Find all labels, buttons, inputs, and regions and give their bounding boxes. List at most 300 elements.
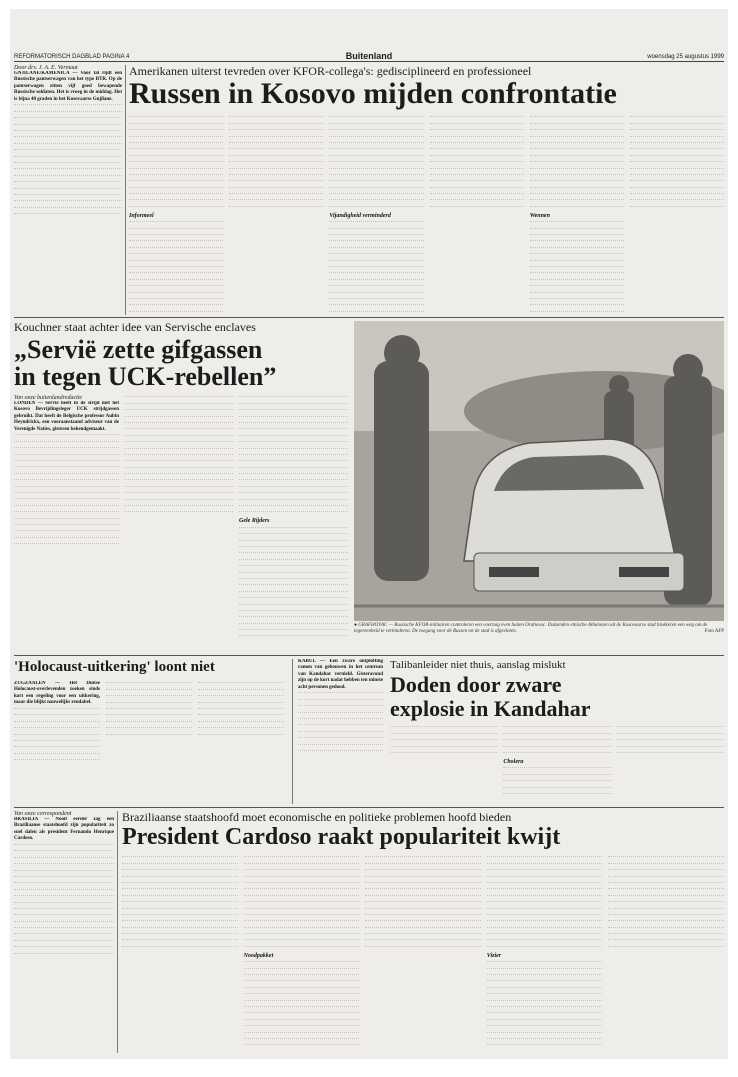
body-text-line xyxy=(106,689,192,694)
body-text-line xyxy=(487,933,603,938)
body-text-line xyxy=(14,136,122,141)
body-text-line xyxy=(329,129,423,134)
body-text-line xyxy=(244,1006,360,1011)
body-text-line xyxy=(630,129,724,134)
body-text-line xyxy=(329,116,423,121)
body-text-line xyxy=(487,974,603,979)
masthead-left: REFORMATORISCH DAGBLAD PAGINA 4 xyxy=(14,54,129,60)
article-dateline: KABUL xyxy=(298,659,316,664)
body-text-line xyxy=(630,161,724,166)
body-text-line xyxy=(487,882,603,887)
body-text-line xyxy=(129,148,223,153)
body-text-line xyxy=(329,260,423,265)
body-text-line xyxy=(430,123,524,128)
subhead: Vijandigheid verminderd xyxy=(329,213,423,219)
body-text-line xyxy=(14,870,114,875)
body-text-line xyxy=(430,148,524,153)
body-text-line xyxy=(129,260,223,265)
body-text-line xyxy=(229,174,323,179)
body-text-line xyxy=(430,180,524,185)
body-text-line xyxy=(390,733,497,738)
body-text-line xyxy=(430,161,524,166)
body-text-line xyxy=(530,260,624,265)
body-text-line xyxy=(14,721,100,726)
body-text-line xyxy=(14,753,100,758)
body-text-line xyxy=(487,968,603,973)
body-text-line xyxy=(365,856,481,861)
body-text-line xyxy=(630,187,724,192)
body-text-line xyxy=(129,123,223,128)
body-column xyxy=(530,115,624,313)
body-text-line xyxy=(365,946,481,951)
body-text-line xyxy=(122,939,238,944)
body-text-line xyxy=(329,253,423,258)
body-text-line xyxy=(239,623,348,628)
body-text-line xyxy=(14,876,114,881)
body-text-line xyxy=(129,221,223,226)
body-text-line xyxy=(365,888,481,893)
body-text-line xyxy=(530,234,624,239)
body-text-line xyxy=(329,180,423,185)
body-column xyxy=(229,115,323,313)
body-column xyxy=(430,115,524,313)
body-text-line xyxy=(530,292,624,297)
article-lead: Voor tal rijdt een Russische pantserwagen van het type BTR. Op de pantserwagen zitten vijf goed bewapende Russische soldaten. Het is vroeg in de middag. Het is bijna 40 graden in het Kosovaarse Gnjilane. xyxy=(14,71,122,102)
article-lead: Het Duitse Holocaust-overlevenden zoeken sinds kort een regeling voor een uitkering, maar die blijkt nauwelijks rendabel. xyxy=(14,681,100,705)
body-text-line xyxy=(244,920,360,925)
body-column xyxy=(630,115,724,313)
body-text-line xyxy=(365,908,481,913)
article-intro-column xyxy=(14,395,119,641)
body-text-line xyxy=(244,1032,360,1037)
body-text-line xyxy=(329,142,423,147)
body-text-line xyxy=(244,1044,360,1049)
body-text-line xyxy=(239,416,348,421)
body-text-line xyxy=(14,454,119,459)
body-text-line xyxy=(106,708,192,713)
body-text-line xyxy=(365,927,481,932)
body-text-line xyxy=(487,1025,603,1030)
body-text-line xyxy=(14,486,119,491)
article-headline xyxy=(14,336,344,390)
body-text-line xyxy=(129,136,223,141)
body-text-line xyxy=(530,279,624,284)
body-text-line xyxy=(244,895,360,900)
body-text-line xyxy=(530,285,624,290)
body-text-line xyxy=(14,498,119,503)
body-text-line xyxy=(487,876,603,881)
body-text-line xyxy=(106,682,192,687)
body-text-line xyxy=(14,734,100,739)
body-text-line xyxy=(106,721,192,726)
body-text-line xyxy=(329,311,423,313)
section-divider xyxy=(14,655,724,656)
body-text-line xyxy=(124,403,233,408)
article-lead: Servië heeft in de strijd met het Kosovo Bevrijdingsleger UCK strijdgassen gebruikt. Dat heeft de Belgische professor Aubin Heyndrickx, een vooraanstaand adviseur van de Verenigde Naties, gisteren bekendgemaakt. xyxy=(14,401,119,432)
body-text-line xyxy=(229,180,323,185)
body-text-line xyxy=(239,467,348,472)
body-text-line xyxy=(14,537,119,542)
body-text-line xyxy=(229,142,323,147)
body-text-line xyxy=(298,750,383,755)
body-text-line xyxy=(239,396,348,401)
body-text-line xyxy=(244,939,360,944)
body-text-line xyxy=(329,148,423,153)
body-text-line xyxy=(430,206,524,211)
body-text-line xyxy=(608,888,724,893)
body-text-line xyxy=(239,527,348,532)
body-text-line xyxy=(14,902,114,907)
body-text-line xyxy=(329,161,423,166)
body-text-line xyxy=(129,279,223,284)
body-text-line xyxy=(239,533,348,538)
body-text-line xyxy=(530,136,624,141)
body-column xyxy=(329,115,423,313)
body-text-line xyxy=(430,155,524,160)
body-text-line xyxy=(14,124,122,129)
body-text-line xyxy=(365,933,481,938)
article-lead: Een zware ontploffing ramen van gebouwen in het centrum van Kandahar vernield. Gisteravond zijn op de kort nadat hebben ten minste acht personen gedood. xyxy=(298,659,383,690)
body-text-line xyxy=(503,774,610,779)
body-text-line xyxy=(608,895,724,900)
body-text-line xyxy=(14,181,122,186)
body-text-line xyxy=(14,162,122,167)
body-text-line xyxy=(239,604,348,609)
caption-text: GRAFHOVAC — Russische KFOR-militairen controleren een voertuig even buiten Orahovac. Duizenden etnische Albanezen uit de Kosovaarse stad blokkeren een weg om de legereenheid te verhinderen. De toegang voor de Russen tot de stad is afgesloten. xyxy=(354,623,707,634)
body-text-line xyxy=(430,136,524,141)
body-text-line xyxy=(122,869,238,874)
body-text-line xyxy=(239,578,348,583)
body-text-line xyxy=(365,876,481,881)
body-text-line xyxy=(239,552,348,557)
headline-line: Doden door zware xyxy=(390,673,724,697)
body-text-line xyxy=(14,759,100,764)
article-body-columns xyxy=(390,725,724,801)
body-text-line xyxy=(129,285,223,290)
body-text-line xyxy=(487,863,603,868)
body-text-line xyxy=(239,629,348,634)
body-text-line xyxy=(124,467,233,472)
article-kicker: Braziliaanse staatshoofd moet economische en politieke problemen hoofd bieden xyxy=(122,811,724,824)
body-text-line xyxy=(129,206,223,211)
article-body-columns xyxy=(129,115,724,313)
body-text-line xyxy=(124,435,233,440)
body-text-line xyxy=(630,168,724,173)
body-text-line xyxy=(129,311,223,313)
body-text-line xyxy=(617,726,724,731)
body-text-line xyxy=(608,939,724,944)
body-text-line xyxy=(14,130,122,135)
body-text-line xyxy=(487,987,603,992)
body-text-line xyxy=(298,699,383,704)
body-text-line xyxy=(608,908,724,913)
article-byline: Van onze correspondent xyxy=(14,811,114,817)
body-text-line xyxy=(239,448,348,453)
article-intro-column xyxy=(298,659,383,799)
body-text-line xyxy=(14,111,122,116)
body-text-line xyxy=(14,727,100,732)
body-text-line xyxy=(608,869,724,874)
body-text-line xyxy=(329,155,423,160)
body-text-line xyxy=(239,492,348,497)
body-text-line xyxy=(244,961,360,966)
body-column xyxy=(239,395,348,641)
body-text-line xyxy=(365,939,481,944)
body-text-line xyxy=(430,142,524,147)
body-text-line xyxy=(244,987,360,992)
body-text-line xyxy=(129,298,223,303)
body-text-line xyxy=(530,247,624,252)
body-text-block xyxy=(14,104,122,218)
body-text-line xyxy=(239,441,348,446)
article-gifgassen xyxy=(14,321,724,651)
body-text-line xyxy=(430,193,524,198)
body-text-line xyxy=(390,752,497,757)
body-text-line xyxy=(122,876,238,881)
body-text-line xyxy=(129,180,223,185)
body-text-line xyxy=(14,844,114,849)
body-text-line xyxy=(14,895,114,900)
body-text-line xyxy=(487,856,603,861)
body-column xyxy=(617,725,724,801)
body-text-line xyxy=(198,708,284,713)
body-text-line xyxy=(365,869,481,874)
body-text-line xyxy=(124,441,233,446)
body-text-line xyxy=(129,142,223,147)
body-text-line xyxy=(530,304,624,309)
section-divider xyxy=(14,317,724,318)
body-text-line xyxy=(329,272,423,277)
body-text-line xyxy=(124,460,233,465)
body-text-line xyxy=(124,448,233,453)
body-text-line xyxy=(530,311,624,313)
column-rule xyxy=(292,659,293,804)
body-text-line xyxy=(487,869,603,874)
body-text-line xyxy=(503,787,610,792)
body-text-line xyxy=(530,161,624,166)
body-column xyxy=(106,681,192,799)
photo-illustration xyxy=(354,321,724,621)
body-text-line xyxy=(239,454,348,459)
body-text-line xyxy=(124,505,233,510)
body-text-line xyxy=(329,240,423,245)
body-text-line xyxy=(129,193,223,198)
body-text-line xyxy=(244,1012,360,1017)
body-text-line xyxy=(365,901,481,906)
body-text-line xyxy=(329,228,423,233)
body-text-line xyxy=(14,175,122,180)
subhead: Wennen xyxy=(530,213,624,219)
body-text-line xyxy=(239,572,348,577)
body-text-line xyxy=(129,253,223,258)
body-text-line xyxy=(244,869,360,874)
body-text-line xyxy=(487,920,603,925)
body-text-line xyxy=(129,240,223,245)
body-text-line xyxy=(129,272,223,277)
body-text-line xyxy=(122,908,238,913)
body-text-line xyxy=(239,473,348,478)
body-text-line xyxy=(630,142,724,147)
body-text-line xyxy=(530,221,624,226)
body-text-line xyxy=(244,1038,360,1043)
body-text-line xyxy=(530,199,624,204)
body-text-line xyxy=(329,304,423,309)
article-byline: Door drs. J. A. E. Vermaat xyxy=(14,65,122,71)
article-headline xyxy=(390,673,724,721)
body-column xyxy=(129,115,223,313)
body-text-line xyxy=(487,946,603,951)
body-text-line xyxy=(244,974,360,979)
body-text-line xyxy=(503,780,610,785)
body-text-line xyxy=(239,486,348,491)
body-text-line xyxy=(124,511,233,516)
body-text-line xyxy=(14,921,114,926)
article-intro-column xyxy=(14,65,122,315)
body-text-line xyxy=(329,285,423,290)
article-dateline: GNJILANE/KAMENICA xyxy=(14,71,70,76)
body-text-line xyxy=(239,584,348,589)
body-text-line xyxy=(530,228,624,233)
body-text-line xyxy=(630,155,724,160)
body-text-line xyxy=(329,292,423,297)
body-text-line xyxy=(239,435,348,440)
body-text-line xyxy=(329,168,423,173)
body-column xyxy=(198,681,284,799)
article-body-columns xyxy=(124,395,348,641)
body-text-line xyxy=(329,187,423,192)
body-column xyxy=(122,855,238,1051)
body-text-line xyxy=(608,882,724,887)
body-text-line xyxy=(14,940,114,945)
body-text-line xyxy=(503,793,610,798)
body-text-line xyxy=(487,961,603,966)
body-text-line xyxy=(329,221,423,226)
subhead: Gele Rijders xyxy=(239,518,348,524)
body-text-line xyxy=(244,946,360,951)
body-text-line xyxy=(14,850,114,855)
masthead-date: woensdag 25 augustus 1999 xyxy=(647,54,724,60)
body-text-line xyxy=(239,403,348,408)
subhead: Noodpakket xyxy=(244,953,360,959)
body-text-line xyxy=(630,174,724,179)
body-text-line xyxy=(14,117,122,122)
body-text-line xyxy=(430,129,524,134)
body-text-line xyxy=(630,180,724,185)
body-text-line xyxy=(329,123,423,128)
intro-text: GNJILANE/KAMENICA — Voor tal rijdt een Russische pantserwagen van het type BTR. Op de pantserwagen zitten vijf goed bewapende Russische soldaten. Het is vroeg in de middag. Het is bijna 40 graden in het Kosovaarse Gnjilane. xyxy=(14,71,122,311)
article-lead: Nooit eerder zag een Braziliaanse staatshoofd zijn populariteit zo snel dalen als president Fernando Henrique Cardoso. xyxy=(14,817,114,841)
body-text-line xyxy=(239,546,348,551)
body-text-line xyxy=(122,914,238,919)
body-text-line xyxy=(129,155,223,160)
body-text-line xyxy=(608,933,724,938)
body-text-line xyxy=(608,946,724,951)
body-text-line xyxy=(487,927,603,932)
article-cardoso xyxy=(14,811,724,1053)
body-text-line xyxy=(106,702,192,707)
body-text-line xyxy=(608,920,724,925)
body-column xyxy=(608,855,724,1051)
body-text-line xyxy=(122,933,238,938)
body-text-line xyxy=(239,422,348,427)
body-text-line xyxy=(630,206,724,211)
body-text-line xyxy=(244,1019,360,1024)
body-text-line xyxy=(487,895,603,900)
body-text-line xyxy=(14,914,114,919)
body-text-line xyxy=(487,980,603,985)
body-text-line xyxy=(329,298,423,303)
body-text-line xyxy=(239,591,348,596)
body-text-line xyxy=(122,946,238,951)
body-text-line xyxy=(530,253,624,258)
body-text-line xyxy=(229,187,323,192)
body-text-line xyxy=(530,155,624,160)
body-text-line xyxy=(14,857,114,862)
body-text-line xyxy=(239,565,348,570)
body-text-line xyxy=(630,148,724,153)
body-text-line xyxy=(244,888,360,893)
body-text-line xyxy=(198,682,284,687)
body-text-line xyxy=(122,927,238,932)
body-text-line xyxy=(244,1025,360,1030)
body-text-line xyxy=(14,953,114,958)
body-text-line xyxy=(229,206,323,211)
body-text-line xyxy=(229,193,323,198)
body-text-line xyxy=(198,727,284,732)
body-text-line xyxy=(530,187,624,192)
body-text-line xyxy=(14,473,119,478)
body-text-line xyxy=(229,148,323,153)
article-dateline: ZUGZAALEN xyxy=(14,681,46,686)
body-text-line xyxy=(239,635,348,640)
body-text-line xyxy=(608,876,724,881)
body-text-line xyxy=(14,104,122,109)
body-text-line xyxy=(430,199,524,204)
body-text-line xyxy=(129,187,223,192)
article-headline: President Cardoso raakt populariteit kwijt xyxy=(122,824,724,850)
body-text-line xyxy=(430,168,524,173)
body-text-line xyxy=(390,746,497,751)
body-text-line xyxy=(198,702,284,707)
body-text-line xyxy=(244,908,360,913)
body-text-line xyxy=(14,511,119,516)
body-text-line xyxy=(244,927,360,932)
article-kicker: Talibanleider niet thuis, aanslag mislukt xyxy=(390,659,720,672)
body-text-line xyxy=(14,492,119,497)
body-text-line xyxy=(530,206,624,211)
body-text-line xyxy=(14,479,119,484)
body-text-line xyxy=(617,733,724,738)
body-text-line xyxy=(14,518,119,523)
body-text-line xyxy=(239,511,348,516)
page-masthead xyxy=(14,49,724,62)
body-text-line xyxy=(329,247,423,252)
body-text-line xyxy=(487,901,603,906)
body-text-line xyxy=(106,695,192,700)
body-text-line xyxy=(239,559,348,564)
body-text-line xyxy=(14,194,122,199)
body-text-line xyxy=(129,292,223,297)
photo-caption xyxy=(354,623,724,635)
body-text-line xyxy=(244,863,360,868)
body-text-line xyxy=(487,1019,603,1024)
body-text-line xyxy=(608,901,724,906)
body-text-line xyxy=(503,767,610,772)
article-dateline: LONDEN xyxy=(14,401,35,406)
body-text-line xyxy=(244,933,360,938)
body-text-line xyxy=(244,1000,360,1005)
body-text-line xyxy=(503,726,610,731)
